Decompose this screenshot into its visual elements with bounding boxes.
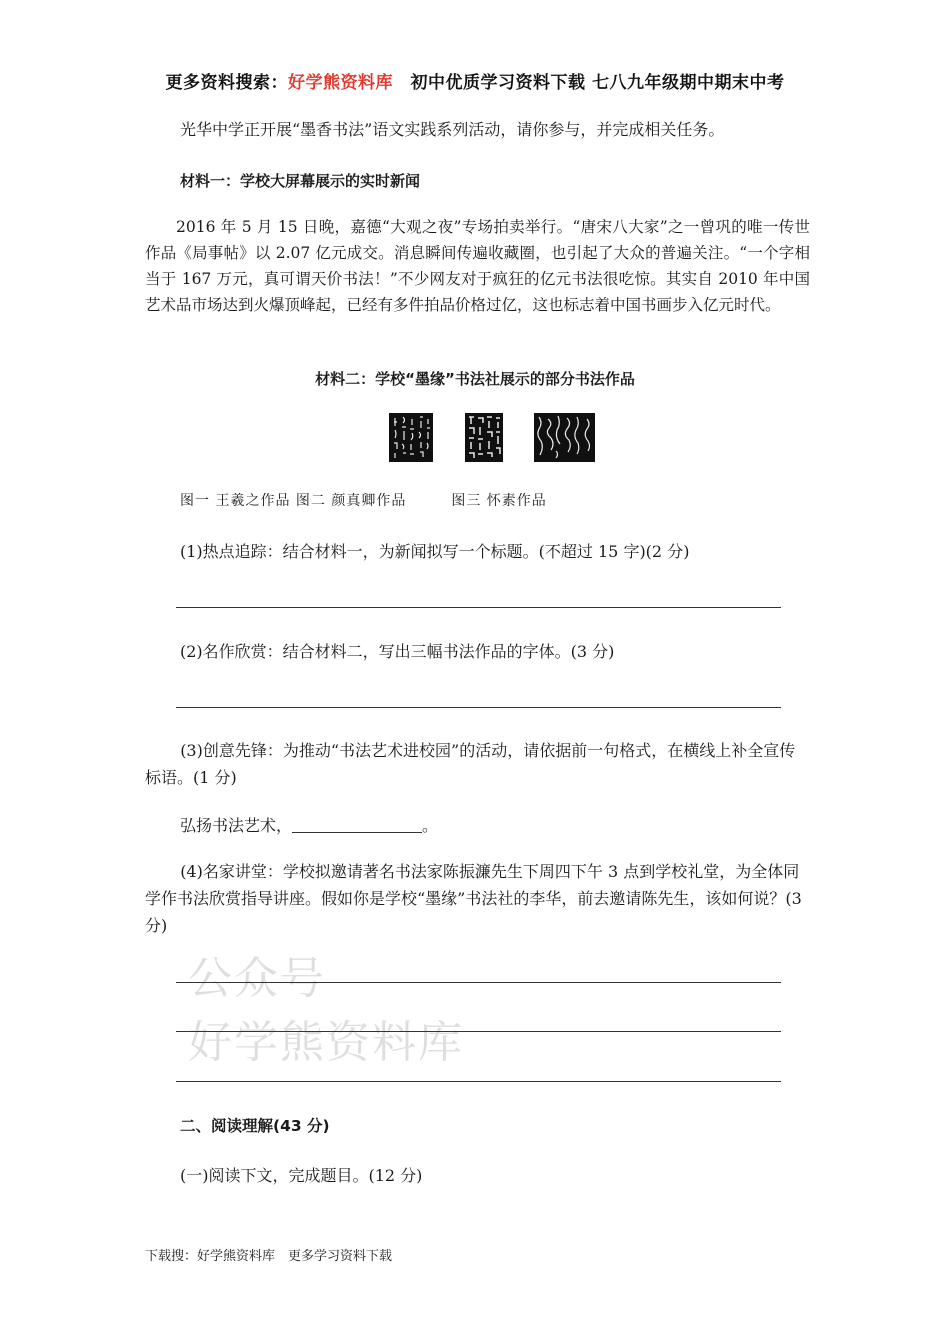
banner-brand: 好学熊资料库 <box>288 73 394 93</box>
image-captions: 图一 王羲之作品 图二 颜真卿作品 图三 怀素作品 <box>180 493 547 509</box>
slogan-line <box>180 812 438 839</box>
slogan-prefix: 弘扬书法艺术， <box>180 816 293 835</box>
footer-text: 下载搜：好学熊资料库 更多学习资料下载 <box>145 1249 393 1264</box>
answer-line-4a[interactable] <box>176 982 781 983</box>
section-2-subtitle: (一)阅读下文，完成题目。(12 分) <box>180 1166 423 1185</box>
material1-title: 材料一：学校大屏幕展示的实时新闻 <box>180 172 421 190</box>
answer-line-4c[interactable] <box>176 1081 781 1082</box>
slogan-blank[interactable] <box>292 816 422 833</box>
answer-line-2[interactable] <box>176 707 781 708</box>
section-2-title: 二、阅读理解(43 分) <box>180 1117 330 1135</box>
watermark-line-1: 公众号 <box>188 953 326 1004</box>
banner-lead: 更多资料搜索： <box>165 73 289 93</box>
question-4: (4)名家讲堂：学校拟邀请著名书法家陈振濂先生下周四下午 3 点到学校礼堂，为全体同学作书法欣赏指导讲座。假如你是学校“墨缘”书法社的李华，前去邀请陈先生，该如何说？(3 分) <box>145 862 802 935</box>
question-1: (1)热点追踪：结合材料一，为新闻拟写一个标题。(不超过 15 字)(2 分) <box>180 542 690 561</box>
watermark-line-2: 好学熊资料库 <box>188 1017 464 1068</box>
intro-text: 光华中学正开展“墨香书法”语文实践系列活动，请你参与，并完成相关任务。 <box>180 120 725 139</box>
material2-title: 材料二：学校“墨缘”书法社展示的部分书法作品 <box>315 370 635 388</box>
question-3: (3)创意先锋：为推动“书法艺术进校园”的活动，请依据前一句格式，在横线上补全宣传标语。(1 分) <box>145 741 796 787</box>
banner-tail: 初中优质学习资料下载 七八九年级期中期末中考 <box>393 73 785 93</box>
answer-line-1[interactable] <box>176 607 781 608</box>
calligraphy-image-3 <box>534 413 595 462</box>
header-banner <box>0 68 950 93</box>
question-2: (2)名作欣赏：结合材料二，写出三幅书法作品的字体。(3 分) <box>180 642 615 661</box>
material1-body: 2016 年 5 月 15 日晚，嘉德“大观之夜”专场拍卖举行。“唐宋八大家”之一曾巩的唯一传世作品《局事帖》以 2.07 亿元成交。消息瞬间传遍收藏圈，也引起了大众的普遍关注。“一个字相当于 167 万元，真可谓天价书法！”不少网友对于疯狂的亿元书法很吃惊。其实自 2010 年中国艺术品市场达到火爆顶峰起，已经有多件拍品价格过亿，这也标志着中国书画步入亿元时代。 <box>145 218 810 314</box>
calligraphy-image-1 <box>389 413 433 462</box>
slogan-suffix: 。 <box>422 816 439 835</box>
answer-line-4b[interactable] <box>176 1031 781 1032</box>
calligraphy-image-2 <box>465 413 503 462</box>
